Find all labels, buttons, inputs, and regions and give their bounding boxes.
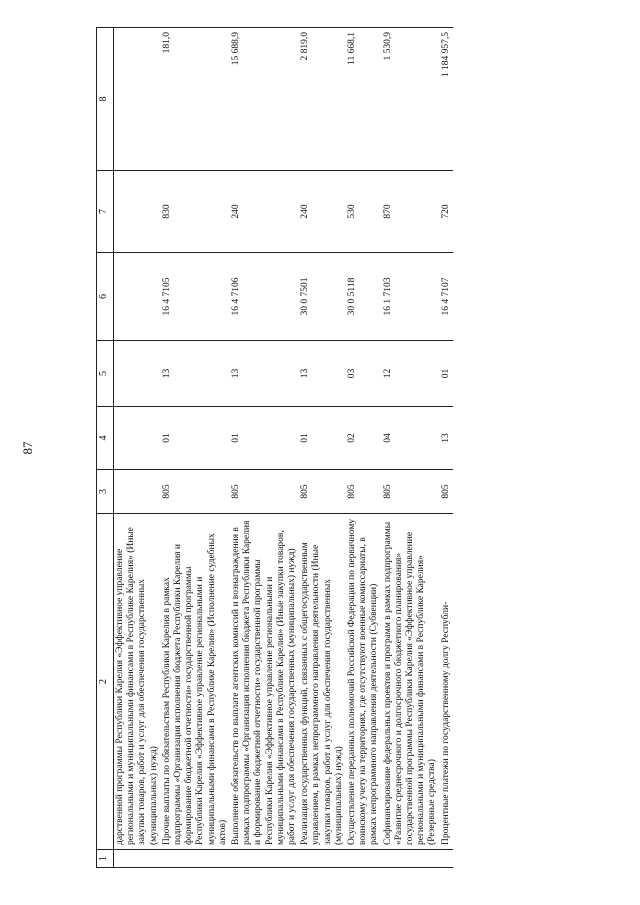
- section-cell: 01: [161, 407, 230, 470]
- table-row: [299, 28, 346, 868]
- ministry-cell: 805: [161, 470, 230, 514]
- row-index-cell: [230, 850, 299, 868]
- target-cell: [114, 253, 161, 341]
- target-cell: 16 4 7106: [230, 253, 299, 341]
- table-row: [382, 28, 440, 868]
- description-cell: Выполнение обязательств по выплате агентских комиссий и вознаграждения в рамках подпрограммы «Организация исполнения бюджета Республики Карелия и формирование бюджетной отчетности» государственной программы Республики Карелия «Эффективное управление региональными и муниципальными финансами в Республике Карелия» (Иные закупки товаров, работ и услуг для обеспечения государственных (муниципальных) нужд): [230, 514, 299, 850]
- ministry-cell: 805: [346, 470, 382, 514]
- ministry-cell: 805: [440, 470, 453, 514]
- subsection-cell: 03: [346, 341, 382, 407]
- table-row: [440, 28, 453, 868]
- section-cell: 04: [382, 407, 440, 470]
- expense-type-cell: 720: [440, 171, 453, 253]
- amount-cell: 1 530,9: [382, 28, 440, 171]
- subsection-cell: 12: [382, 341, 440, 407]
- header-col-8: 8: [97, 28, 114, 171]
- subsection-cell: 13: [230, 341, 299, 407]
- target-cell: 30 0 7501: [299, 253, 346, 341]
- amount-cell: 15 688,9: [230, 28, 299, 171]
- section-cell: [114, 407, 161, 470]
- budget-table: [96, 27, 453, 868]
- header-col-5: 5: [97, 341, 114, 407]
- expense-type-cell: 240: [230, 171, 299, 253]
- header-row: [97, 28, 114, 868]
- row-index-cell: [299, 850, 346, 868]
- ministry-cell: 805: [230, 470, 299, 514]
- expense-type-cell: [114, 171, 161, 253]
- expense-type-cell: 240: [299, 171, 346, 253]
- description-cell: Осуществление переданных полномочий Российской Федерации по первичному воинскому учету на территориях, где отсутствуют военные комиссариаты, в рамках непрограммного направления деятельности (Субвенции): [346, 514, 382, 850]
- amount-cell: 181,0: [161, 28, 230, 171]
- ministry-cell: 805: [299, 470, 346, 514]
- header-col-3: 3: [97, 470, 114, 514]
- header-col-2: 2: [97, 514, 114, 850]
- description-cell: Прочие выплаты по обязательствам Республики Карелия в рамках подпрограммы «Организация исполнения бюджета Республики Карелия и формирование бюджетной отчетности» государственной программы Республики Карелия «Эффективное управление региональными и муниципальными финансами в Республике Карелия» (Исполнение судебных актов): [161, 514, 230, 850]
- row-index-cell: [114, 850, 161, 868]
- row-index-cell: [382, 850, 440, 868]
- description-cell: Реализация государственных функций, связанных с общегосударственным управлением, в рамках непрограммного направления деятельности (Иные закупки товаров, работ и услуг для обеспечения государственных (муниципальных) нужд): [299, 514, 346, 850]
- description-cell: дарственной программы Республики Карелия «Эффективное управление региональными и муниципальными финансами в Республике Карелия» (Иные закупки товаров, работ и услуг для обеспечения государственных (муниципальных) нужд): [114, 514, 161, 850]
- section-cell: 01: [230, 407, 299, 470]
- target-cell: 16 4 7107: [440, 253, 453, 341]
- subsection-cell: [114, 341, 161, 407]
- subsection-cell: 13: [299, 341, 346, 407]
- section-cell: 01: [299, 407, 346, 470]
- expense-type-cell: 530: [346, 171, 382, 253]
- table-row: [346, 28, 382, 868]
- header-col-1: 1: [97, 850, 114, 868]
- section-cell: 13: [440, 407, 453, 470]
- description-cell: Процентные платежи по государственному долгу Республи-: [440, 514, 453, 850]
- subsection-cell: 13: [161, 341, 230, 407]
- row-index-cell: [161, 850, 230, 868]
- header-col-7: 7: [97, 171, 114, 253]
- header-col-6: 6: [97, 253, 114, 341]
- target-cell: 16 1 7103: [382, 253, 440, 341]
- header-col-4: 4: [97, 407, 114, 470]
- table-row: [161, 28, 230, 868]
- table-row: [114, 28, 161, 868]
- table-row: [230, 28, 299, 868]
- expense-type-cell: 830: [161, 171, 230, 253]
- target-cell: 16 4 7105: [161, 253, 230, 341]
- amount-cell: 1 184 957,5: [440, 28, 453, 171]
- row-index-cell: [440, 850, 453, 868]
- page-number: 87: [20, 441, 35, 455]
- ministry-cell: [114, 470, 161, 514]
- section-cell: 02: [346, 407, 382, 470]
- amount-cell: 2 819,0: [299, 28, 346, 171]
- row-index-cell: [346, 850, 382, 868]
- rotated-table-container: [96, 28, 626, 868]
- amount-cell: [114, 28, 161, 171]
- subsection-cell: 01: [440, 341, 453, 407]
- target-cell: 30 0 5118: [346, 253, 382, 341]
- description-cell: Софинансирование федеральных проектов и программ в рамках подпрограммы «Развитие среднесрочного и долгосрочного бюджетного планирования» государственной программы Республики Карелия «Эффективное управление региональными и муниципальными финансами в Республике Карелия» (Резервные средства): [382, 514, 440, 850]
- amount-cell: 11 668,1: [346, 28, 382, 171]
- ministry-cell: 805: [382, 470, 440, 514]
- expense-type-cell: 870: [382, 171, 440, 253]
